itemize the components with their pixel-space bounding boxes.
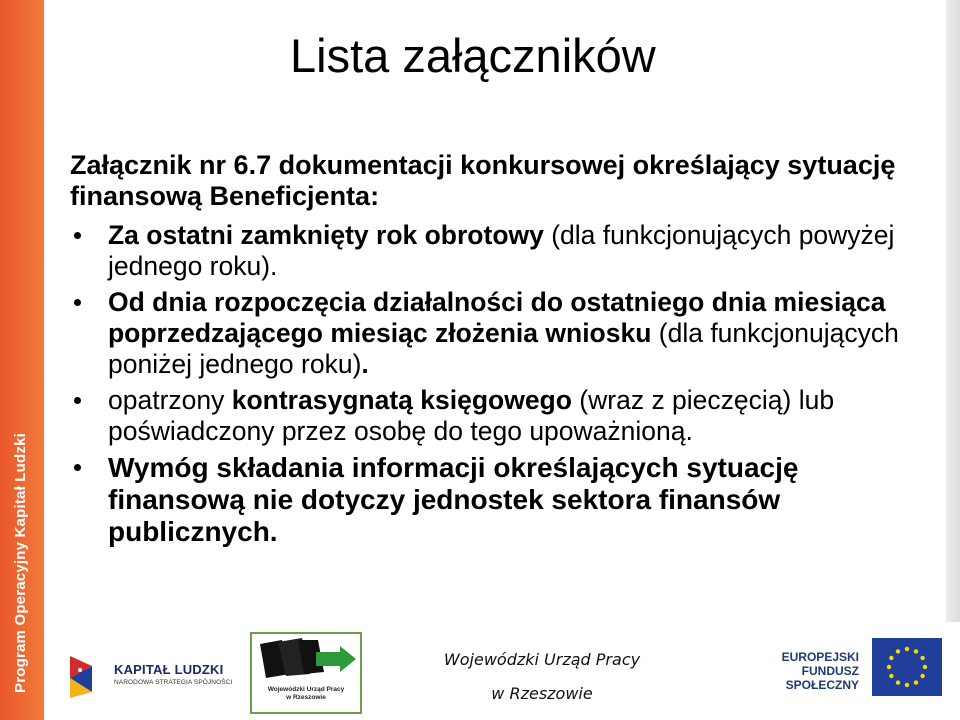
wup-name-line: w Rzeszowie <box>491 684 593 703</box>
bullet-item <box>70 287 930 380</box>
bullet-icon <box>74 397 81 404</box>
bullet-list <box>70 220 930 548</box>
intro-text: Załącznik nr 6.7 dokumentacji konkursowej określający sytuację finansową Beneficjenta: <box>70 150 896 211</box>
side-band <box>0 0 44 720</box>
eu-flag-icon <box>872 638 942 696</box>
bullet-icon <box>74 464 81 471</box>
bullet-bold-text: kontrasygnatą księgowego <box>231 385 572 415</box>
bullet-bold-text: Wymóg składania informacji określających sytuację finansową nie dotyczy jednostek sektora finansów publicznych. <box>108 452 799 547</box>
bullet-bold-text: Od dnia rozpoczęcia działalności do ostatniego dnia miesiąca poprzedzającego miesiąc złożenia wniosku <box>108 287 886 348</box>
bullet-bold-text: Za ostatni zamknięty rok obrotowy <box>108 220 544 250</box>
wup-logo-caption <box>252 686 360 702</box>
bullet-icon <box>74 232 81 239</box>
efs-label-line: EUROPEJSKI <box>781 650 859 664</box>
bullet-normal-text: (dla funkcjonujących powyżej jednego roku). <box>108 220 895 281</box>
bullet-item <box>70 385 930 447</box>
footer-logos <box>44 622 960 720</box>
kapital-ludzki-name: KAPITAŁ LUDZKI <box>114 662 224 677</box>
wup-name-line: Wojewódzki Urząd Pracy <box>443 650 641 669</box>
kapital-ludzki-mark-icon <box>66 652 106 700</box>
bullet-normal-text: (wraz z pieczęcią) lub poświadczony przez osobę do tego upoważnioną. <box>108 385 835 446</box>
bullet-bold-tail: . <box>361 349 369 379</box>
wup-logo-caption-line: w Rzeszowie <box>286 694 326 701</box>
wup-logo <box>250 632 362 714</box>
slide-title: Lista załączników <box>290 29 656 82</box>
wup-logo-caption-line: Wojewódzki Urząd Pracy <box>267 686 345 693</box>
bullet-icon <box>74 299 81 306</box>
kapital-ludzki-logo <box>66 644 246 704</box>
bullet-item <box>70 220 930 282</box>
kapital-ludzki-subtitle: NARODOWA STRATEGIA SPÓJNOŚCI <box>114 679 233 686</box>
bullet-item <box>70 452 930 548</box>
efs-label <box>749 650 859 692</box>
wup-map-icon <box>252 634 360 684</box>
slide-content <box>70 150 930 553</box>
side-band-text: Program Operacyjny Kapitał Ludzki <box>12 432 29 693</box>
wup-name <box>432 650 652 704</box>
efs-label-line: FUNDUSZ SPOŁECZNY <box>785 664 859 692</box>
bullet-normal-text: (dla funkcjonujących poniżej jednego roku) <box>108 318 899 379</box>
right-decorative-strip <box>946 0 960 622</box>
bullet-normal-text: opatrzony <box>108 385 232 415</box>
